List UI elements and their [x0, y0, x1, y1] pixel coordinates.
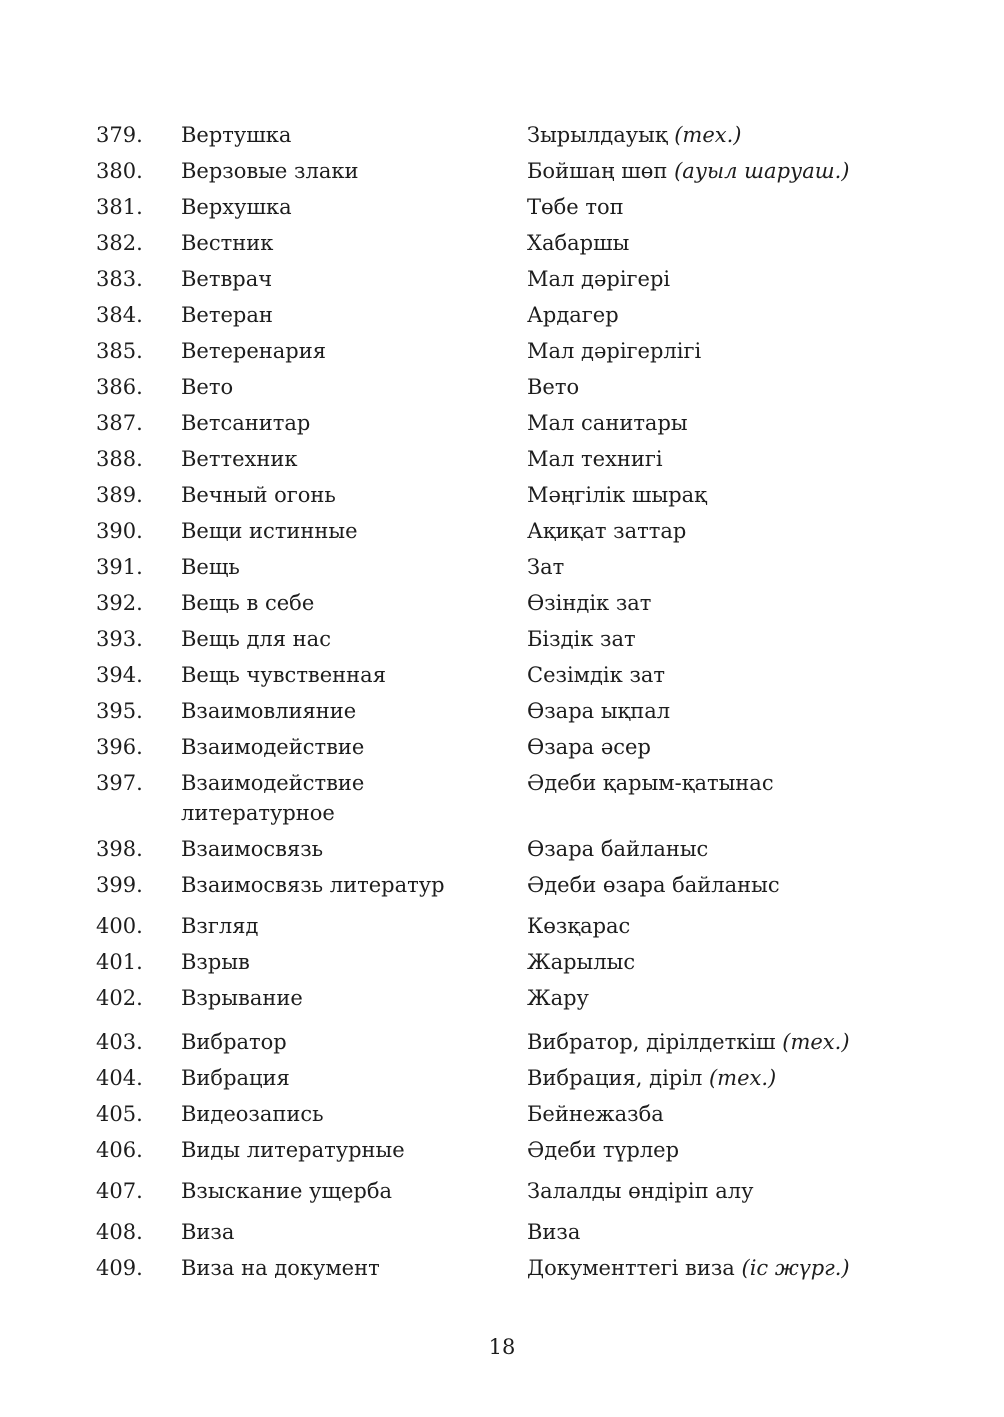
entry-number: 386.: [96, 375, 143, 399]
glossary-entry: [96, 444, 936, 480]
glossary-entry: [96, 768, 936, 834]
glossary-entry: [96, 192, 936, 228]
page-number: 18: [488, 1335, 516, 1359]
russian-term: Взаимодействие: [181, 735, 365, 759]
glossary-entry: [96, 264, 936, 300]
russian-term: Ветврач: [181, 267, 273, 291]
kazakh-term: Зат: [527, 555, 565, 579]
term-note: (тех.): [708, 1066, 777, 1090]
entry-number: 393.: [96, 627, 143, 651]
russian-term: Взаимовлияние: [181, 699, 357, 723]
entry-number: 391.: [96, 555, 143, 579]
russian-term: Виза на документ: [181, 1256, 380, 1280]
kazakh-term: Вето: [527, 375, 580, 399]
entry-number: 392.: [96, 591, 143, 615]
kazakh-term: Өзара әсер: [527, 735, 651, 759]
glossary-entry: [96, 947, 936, 983]
glossary-entry: [96, 870, 936, 906]
kazakh-term: Хабаршы: [527, 231, 630, 255]
kazakh-term: [527, 1253, 936, 1283]
kazakh-term: Жарылыс: [527, 950, 636, 974]
glossary-entry: [96, 834, 936, 870]
entry-number: 406.: [96, 1138, 143, 1162]
kazakh-term: Сезімдік зат: [527, 663, 666, 687]
russian-term: Вещь: [181, 555, 240, 579]
entry-number: 383.: [96, 267, 143, 291]
russian-term: Взыскание ущерба: [181, 1179, 393, 1203]
glossary-entry: [96, 372, 936, 408]
kazakh-term: [527, 156, 936, 186]
kazakh-term: Мал дәрігері: [527, 267, 671, 291]
glossary-entry: [96, 336, 936, 372]
glossary-entry: [96, 660, 936, 696]
entry-number: 407.: [96, 1179, 143, 1203]
term-note: (іс жүрг.): [741, 1256, 850, 1280]
glossary-entry: [96, 228, 936, 264]
russian-term: Вестник: [181, 231, 274, 255]
glossary-entry: [96, 1099, 936, 1135]
glossary-entry: [96, 408, 936, 444]
kazakh-term: Көзқарас: [527, 914, 631, 938]
kazakh-term: [527, 1027, 936, 1057]
kazakh-term: Виза: [527, 1220, 581, 1244]
entry-number: 379.: [96, 123, 143, 147]
russian-term: Вещь для нас: [181, 627, 331, 651]
entry-number: 408.: [96, 1220, 143, 1244]
term-note: (тех.): [674, 123, 742, 147]
glossary-entry: [96, 911, 936, 947]
russian-term: Взаимодействие литературное: [181, 771, 365, 825]
russian-term: Взаимосвязь литератур: [181, 873, 445, 897]
kazakh-term: Әдеби түрлер: [527, 1138, 680, 1162]
kazakh-term: Залалды өндіріп алу: [527, 1179, 754, 1203]
kazakh-term: Әдеби қарым-қатынас: [527, 771, 774, 795]
entry-number: 389.: [96, 483, 143, 507]
glossary-entry: [96, 696, 936, 732]
russian-term: Вибрация: [181, 1066, 290, 1090]
glossary-entry: [96, 120, 936, 156]
russian-term: Взаимосвязь: [181, 837, 324, 861]
kazakh-term: Жару: [527, 986, 589, 1010]
entry-number: 380.: [96, 159, 143, 183]
entry-number: 395.: [96, 699, 143, 723]
russian-term: Взрыв: [181, 950, 250, 974]
russian-term: Вертушка: [181, 123, 292, 147]
kazakh-term: Өзара ықпал: [527, 699, 671, 723]
glossary-entry: [96, 732, 936, 768]
entry-number: 403.: [96, 1030, 143, 1054]
glossary-entry: [96, 156, 936, 192]
kazakh-term: Мәңгілік шырақ: [527, 483, 707, 507]
russian-term: Виза: [181, 1220, 235, 1244]
entry-number: 401.: [96, 950, 143, 974]
russian-term: Взгляд: [181, 914, 259, 938]
kazakh-term-text: Вибратор, дірілдеткіш: [527, 1030, 776, 1054]
kazakh-term: Мал дәрігерлігі: [527, 339, 702, 363]
glossary-entry: [96, 983, 936, 1019]
entry-number: 402.: [96, 986, 143, 1010]
glossary-entry: [96, 480, 936, 516]
entry-number: 405.: [96, 1102, 143, 1126]
entry-number: 398.: [96, 837, 143, 861]
kazakh-term: Ақиқат заттар: [527, 519, 687, 543]
russian-term: Вечный огонь: [181, 483, 336, 507]
glossary-entry: [96, 1253, 936, 1289]
kazakh-term-text: Бойшаң шөп: [527, 159, 668, 183]
kazakh-term-text: Вибрация, діріл: [527, 1066, 703, 1090]
kazakh-term: Әдеби өзара байланыс: [527, 873, 780, 897]
entry-number: 388.: [96, 447, 143, 471]
entry-number: 404.: [96, 1066, 143, 1090]
kazakh-term: Біздік зат: [527, 627, 636, 651]
russian-term: Вето: [181, 375, 234, 399]
kazakh-term: Төбе топ: [527, 195, 624, 219]
kazakh-term: Ардагер: [527, 303, 619, 327]
kazakh-term: Өзара байланыс: [527, 837, 709, 861]
russian-term: Взрывание: [181, 986, 303, 1010]
term-note: (ауыл шаруаш.): [674, 159, 850, 183]
kazakh-term: [527, 1063, 936, 1093]
russian-term: Ветеренария: [181, 339, 326, 363]
russian-term: Ветеран: [181, 303, 273, 327]
entry-number: 387.: [96, 411, 143, 435]
russian-term: Веттехник: [181, 447, 298, 471]
term-note: (тех.): [782, 1030, 850, 1054]
russian-term: Вибратор: [181, 1030, 287, 1054]
entry-number: 409.: [96, 1256, 143, 1280]
russian-term: Вещь чувственная: [181, 663, 386, 687]
entry-number: 382.: [96, 231, 143, 255]
entry-number: 399.: [96, 873, 143, 897]
glossary-entry: [96, 588, 936, 624]
glossary-entry: [96, 1027, 936, 1063]
entry-number: 400.: [96, 914, 143, 938]
entry-number: 390.: [96, 519, 143, 543]
glossary-entry: [96, 552, 936, 588]
entry-number: 397.: [96, 771, 143, 795]
russian-term: Видеозапись: [181, 1102, 324, 1126]
russian-term: Верзовые злаки: [181, 159, 359, 183]
kazakh-term-text: Документтегі виза: [527, 1256, 735, 1280]
glossary-entry: [96, 516, 936, 552]
entry-number: 396.: [96, 735, 143, 759]
russian-term: Ветсанитар: [181, 411, 311, 435]
glossary-list: [96, 120, 936, 1289]
glossary-entry: [96, 300, 936, 336]
russian-term: Верхушка: [181, 195, 292, 219]
kazakh-term: Мал технигі: [527, 447, 663, 471]
glossary-entry: [96, 624, 936, 660]
kazakh-term: Өзіндік зат: [527, 591, 652, 615]
kazakh-term: Бейнежазба: [527, 1102, 664, 1126]
entry-number: 394.: [96, 663, 143, 687]
entry-number: 385.: [96, 339, 143, 363]
entry-number: 381.: [96, 195, 143, 219]
glossary-entry: [96, 1217, 936, 1253]
glossary-entry: [96, 1176, 936, 1212]
kazakh-term: [527, 120, 936, 150]
kazakh-term-text: Зырылдауық: [527, 123, 668, 147]
russian-term: Виды литературные: [181, 1138, 405, 1162]
russian-term: Вещь в себе: [181, 591, 315, 615]
russian-term: Вещи истинные: [181, 519, 358, 543]
glossary-entry: [96, 1135, 936, 1171]
glossary-entry: [96, 1063, 936, 1099]
kazakh-term: Мал санитары: [527, 411, 688, 435]
entry-number: 384.: [96, 303, 143, 327]
